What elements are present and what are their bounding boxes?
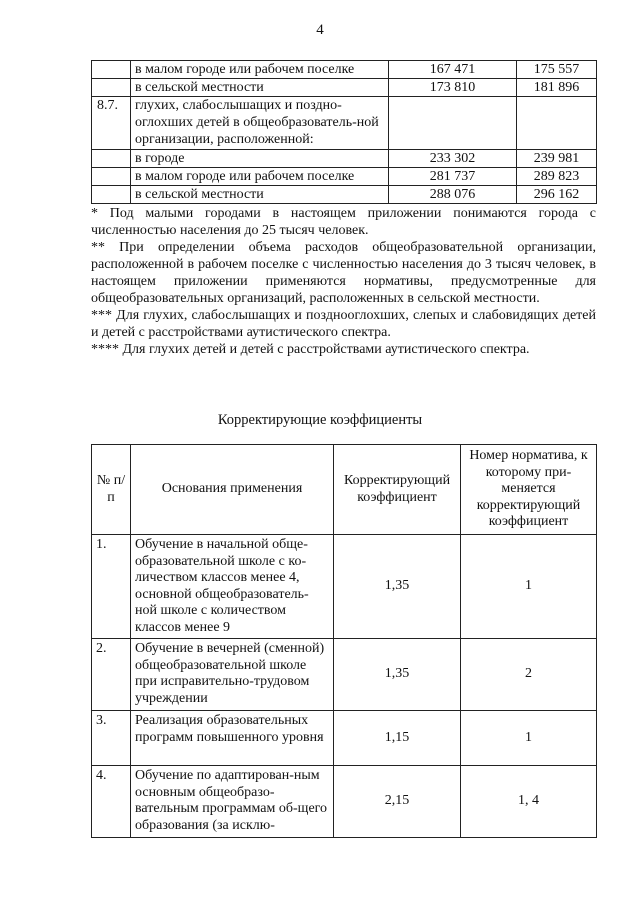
row-label: глухих, слабослышащих и поздно-оглохших детей в общеобразователь-ной организации, расположенной: — [131, 97, 389, 150]
row-number — [92, 150, 131, 168]
row-norm-number: 1, 4 — [461, 766, 597, 838]
row-number — [92, 61, 131, 79]
table-row — [92, 61, 597, 79]
row-basis: Обучение в вечерней (сменной) общеобразовательной школе при исправительно-трудовом учреждении — [131, 639, 334, 711]
row-label: в сельской местности — [131, 186, 389, 204]
value-cell: 173 810 — [389, 79, 517, 97]
table-row — [92, 168, 597, 186]
table-row — [92, 639, 597, 711]
header-basis: Основания применения — [131, 445, 334, 535]
value-cell: 181 896 — [517, 79, 597, 97]
footnote: **** Для глухих детей и детей с расстройствами аутистического спектра. — [91, 342, 530, 357]
row-label: в городе — [131, 150, 389, 168]
value-cell: 288 076 — [389, 186, 517, 204]
table-row — [92, 150, 597, 168]
row-basis: Реализация образовательных программ повышенного уровня — [131, 711, 334, 766]
row-coefficient: 1,15 — [334, 711, 461, 766]
row-label: в малом городе или рабочем поселке — [131, 168, 389, 186]
page-number: 4 — [316, 22, 324, 38]
header-coefficient: Корректирующий коэффициент — [334, 445, 461, 535]
value-cell: 289 823 — [517, 168, 597, 186]
coefficient-table — [91, 444, 597, 838]
footnote: *** Для глухих, слабослышащих и позднооглохших, слепых и слабовидящих детей и детей с расстройствами аутистического спектра. — [91, 308, 596, 340]
row-number: 8.7. — [92, 97, 131, 150]
row-basis: Обучение в начальной обще-образовательной школе с ко-личеством классов менее 4, основной общеобразователь-ной школе с количеством классов менее 9 — [131, 535, 334, 639]
row-coefficient: 1,35 — [334, 639, 461, 711]
table-row — [92, 79, 597, 97]
section-title: Корректирующие коэффициенты — [217, 412, 423, 428]
row-label: в сельской местности — [131, 79, 389, 97]
row-number: 4. — [92, 766, 131, 838]
value-cell: 296 162 — [517, 186, 597, 204]
row-number: 2. — [92, 639, 131, 711]
header-number: № п/п — [92, 445, 131, 535]
table-header-row — [92, 445, 597, 535]
value-cell — [389, 97, 517, 150]
table-row — [92, 535, 597, 639]
row-number — [92, 186, 131, 204]
norm-table — [91, 60, 597, 204]
row-basis: Обучение по адаптирован-ным основным общеобразо-вательным программам об-щего образования (за исклю- — [131, 766, 334, 838]
footnotes — [91, 205, 596, 358]
row-number — [92, 79, 131, 97]
row-coefficient: 1,35 — [334, 535, 461, 639]
row-number: 1. — [92, 535, 131, 639]
row-number — [92, 168, 131, 186]
table-row — [92, 186, 597, 204]
row-coefficient: 2,15 — [334, 766, 461, 838]
footnote: ** При определении объема расходов общеобразовательной организации, расположенной в рабочем поселке с численностью населения до 3 тысяч человек, в настоящем приложении применяются нормативы, предусмотренные для общеобразовательных организаций, расположенных в сельской местности. — [91, 240, 596, 306]
value-cell: 167 471 — [389, 61, 517, 79]
row-norm-number: 1 — [461, 711, 597, 766]
value-cell: 233 302 — [389, 150, 517, 168]
value-cell: 281 737 — [389, 168, 517, 186]
row-norm-number: 1 — [461, 535, 597, 639]
row-label: в малом городе или рабочем поселке — [131, 61, 389, 79]
table-row — [92, 711, 597, 766]
value-cell — [517, 97, 597, 150]
value-cell: 175 557 — [517, 61, 597, 79]
table-row — [92, 97, 597, 150]
header-norm-number: Номер норматива, к которому при-меняется корректирующий коэффициент — [461, 445, 597, 535]
row-norm-number: 2 — [461, 639, 597, 711]
table-row — [92, 766, 597, 838]
footnote: * Под малыми городами в настоящем приложении понимаются города с численностью населения до 25 тысяч человек. — [91, 206, 596, 238]
value-cell: 239 981 — [517, 150, 597, 168]
row-number: 3. — [92, 711, 131, 766]
